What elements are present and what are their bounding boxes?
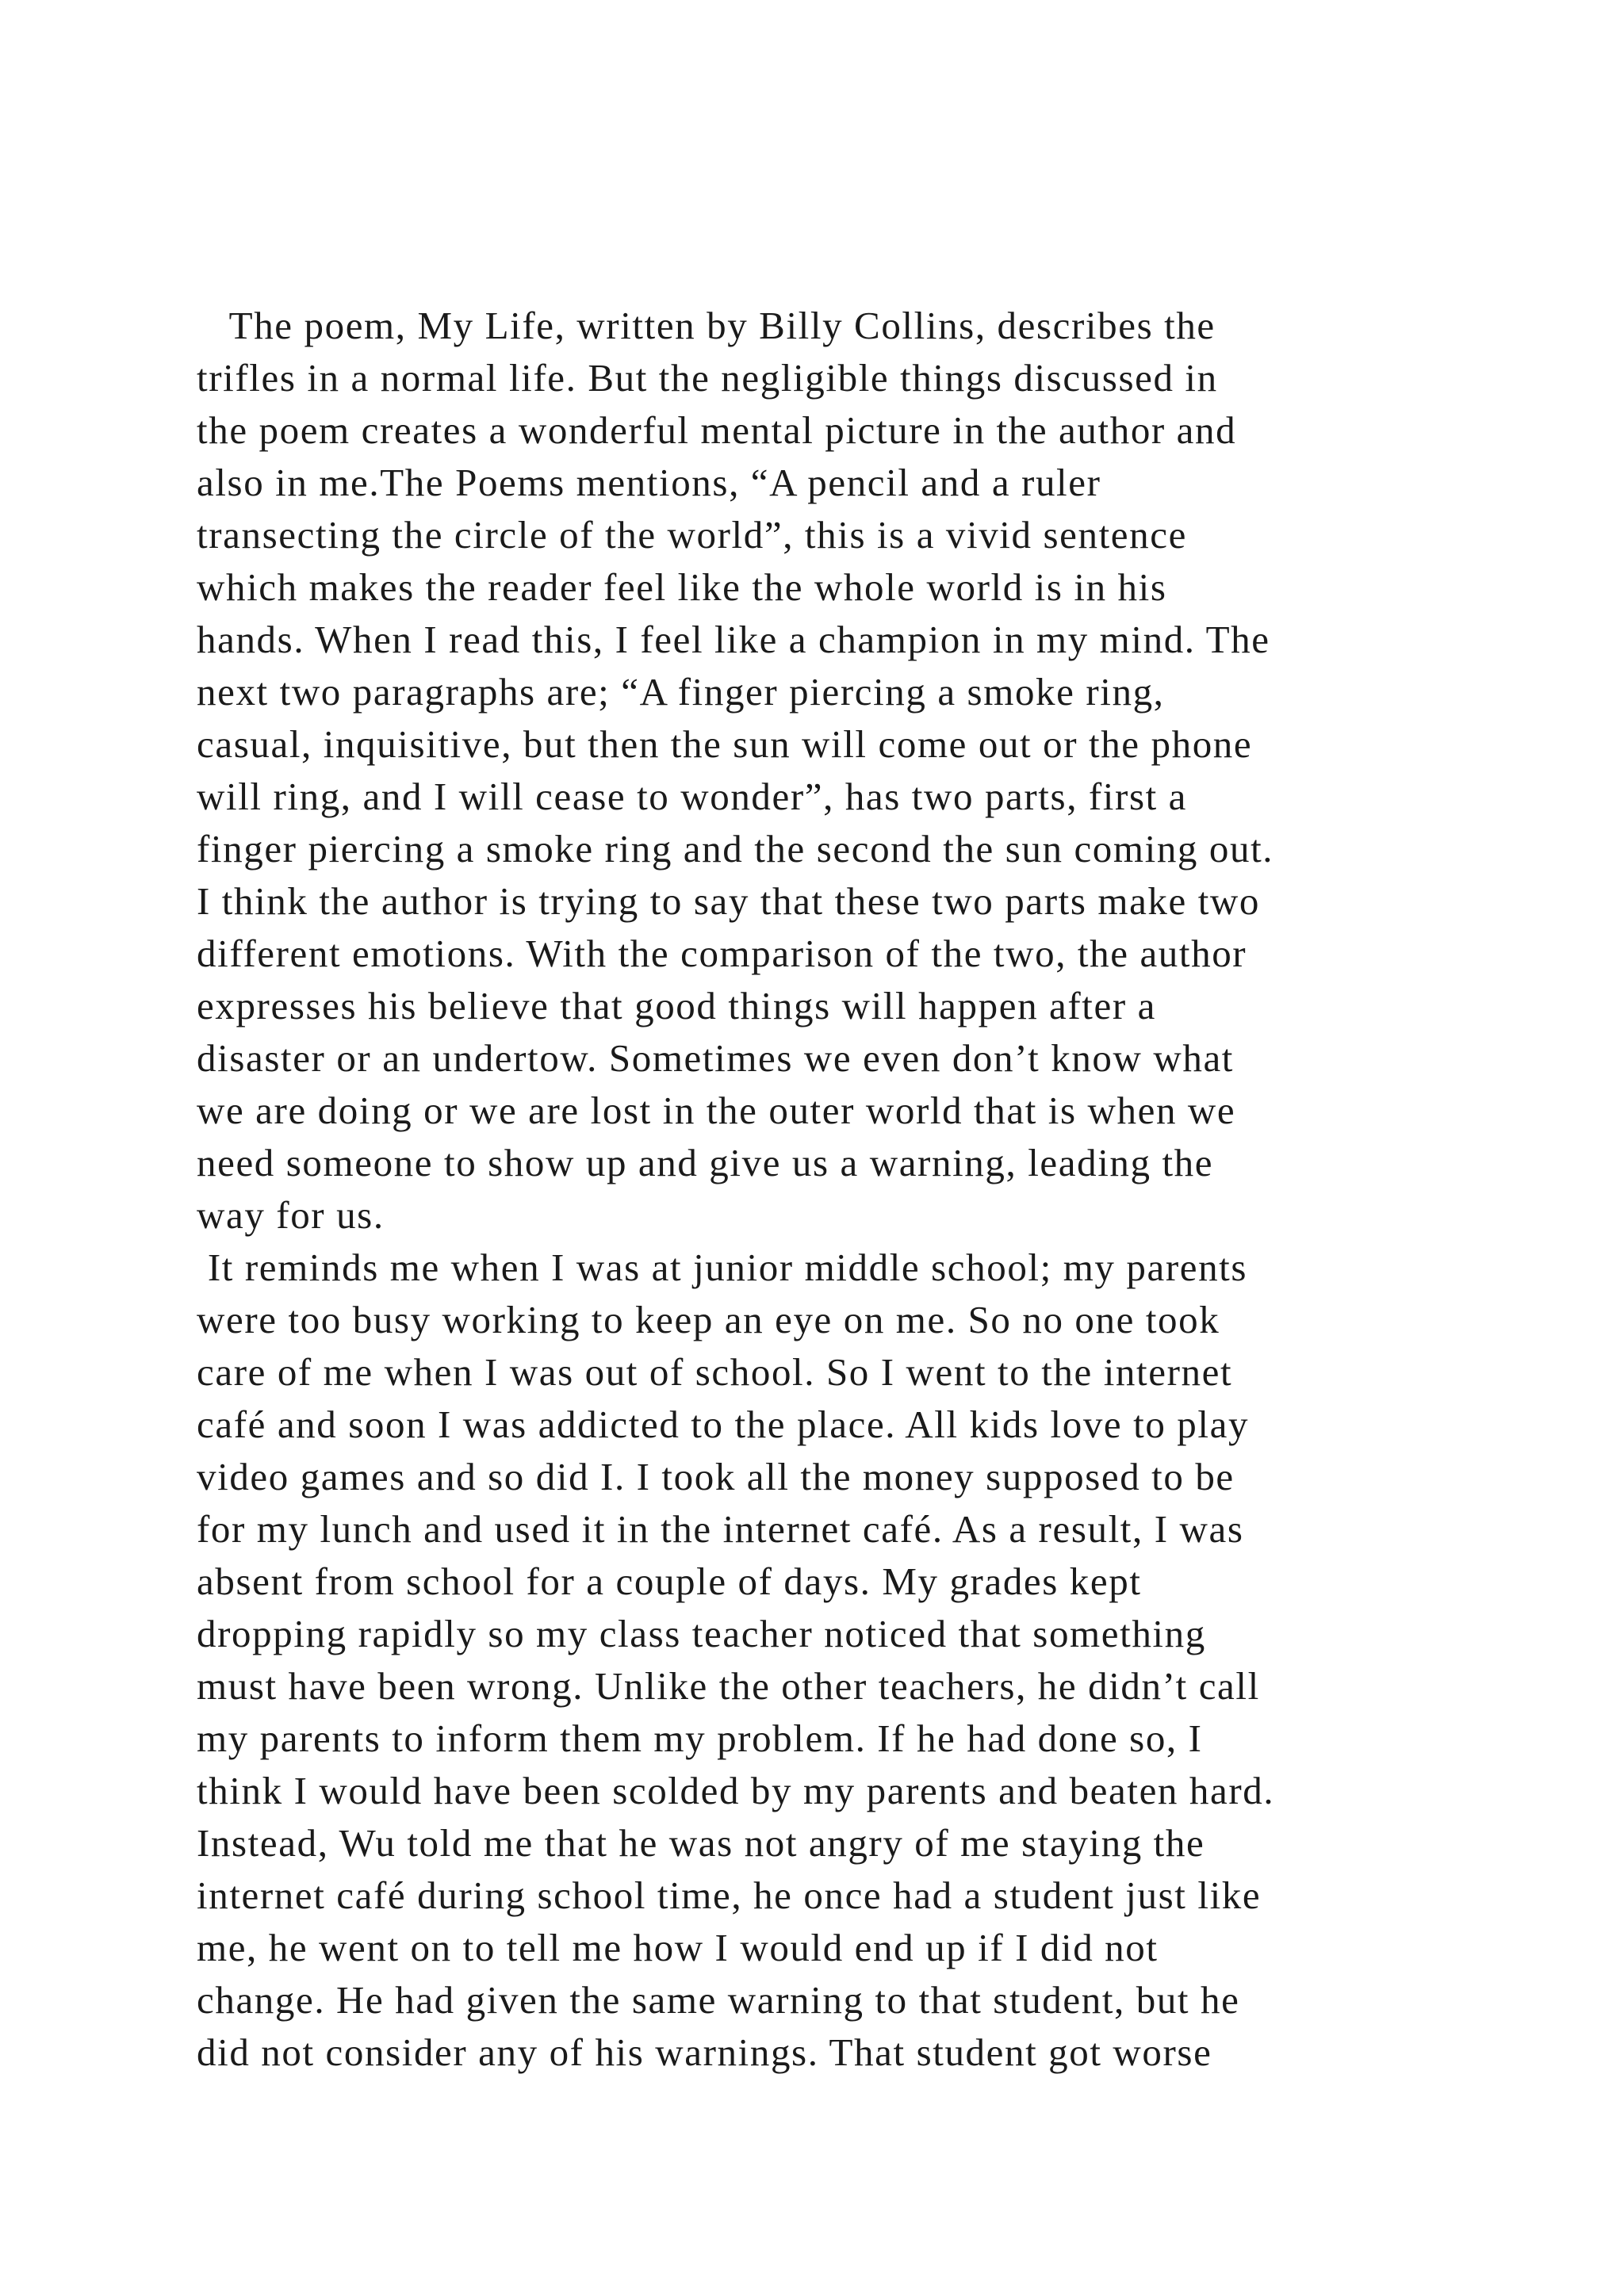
text-line: change. He had given the same warning to that student, but he [197, 1978, 1240, 2022]
text-line: It reminds me when I was at junior middle school; my parents [197, 1246, 1248, 1289]
text-line: I think the author is trying to say that these two parts make two [197, 879, 1261, 923]
text-line: video games and so did I. I took all the money supposed to be [197, 1455, 1235, 1498]
text-line: café and soon I was addicted to the place. All kids love to play [197, 1402, 1250, 1446]
text-line: finger piercing a smoke ring and the second the sun coming out. [197, 827, 1274, 871]
text-line: different emotions. With the comparison of the two, the author [197, 932, 1247, 975]
text-line: dropping rapidly so my class teacher noticed that something [197, 1612, 1206, 1655]
text-line: me, he went on to tell me how I would end up if I did not [197, 1926, 1159, 1969]
text-line: absent from school for a couple of days. My grades kept [197, 1559, 1142, 1603]
text-line: care of me when I was out of school. So I went to the internet [197, 1350, 1233, 1394]
text-line: think I would have been scolded by my parents and beaten hard. [197, 1769, 1275, 1812]
body-text [197, 300, 1513, 2079]
text-line: need someone to show up and give us a warning, leading the [197, 1141, 1214, 1184]
text-line: transecting the circle of the world”, this is a vivid sentence [197, 513, 1187, 557]
text-line: also in me.The Poems mentions, “A pencil and a ruler [197, 461, 1101, 504]
text-line: my parents to inform them my problem. If he had done so, I [197, 1716, 1203, 1760]
text-line: did not consider any of his warnings. That student got worse [197, 2030, 1212, 2074]
text-line: trifles in a normal life. But the negligible things discussed in [197, 356, 1218, 400]
text-line: which makes the reader feel like the whole world is in his [197, 565, 1167, 609]
text-line: next two paragraphs are; “A finger piercing a smoke ring, [197, 670, 1165, 714]
text-line: The poem, My Life, written by Billy Collins, describes the [197, 304, 1216, 347]
text-line: will ring, and I will cease to wonder”, has two parts, first a [197, 775, 1188, 818]
text-line: casual, inquisitive, but then the sun will come out or the phone [197, 722, 1253, 766]
text-line: expresses his believe that good things will happen after a [197, 984, 1156, 1027]
text-line: internet café during school time, he once had a student just like [197, 1873, 1262, 1917]
text-line: were too busy working to keep an eye on me. So no one took [197, 1298, 1220, 1341]
text-line: Instead, Wu told me that he was not angry of me staying the [197, 1821, 1205, 1865]
text-line: the poem creates a wonderful mental picture in the author and [197, 408, 1237, 452]
text-line: way for us. [197, 1193, 385, 1237]
text-line: disaster or an undertow. Sometimes we even don’t know what [197, 1036, 1235, 1080]
text-line: for my lunch and used it in the internet café. As a result, I was [197, 1507, 1244, 1551]
text-line: we are doing or we are lost in the outer world that is when we [197, 1089, 1236, 1132]
text-line: must have been wrong. Unlike the other teachers, he didn’t call [197, 1664, 1260, 1708]
text-line: hands. When I read this, I feel like a champion in my mind. The [197, 618, 1270, 661]
